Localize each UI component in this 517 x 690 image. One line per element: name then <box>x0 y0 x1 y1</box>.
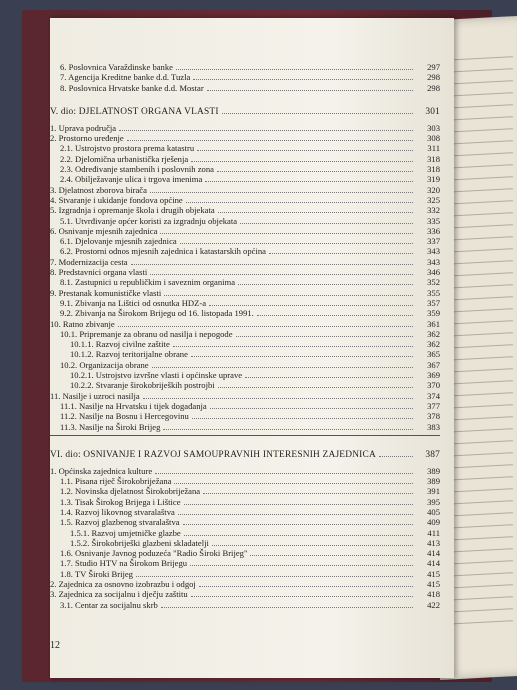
facing-page-line <box>450 572 513 576</box>
toc-entry-label: 5.1. Utvrđivanje općer koristi za izgradnju objekata <box>60 215 238 226</box>
toc-entry-page: 318 <box>427 153 440 164</box>
toc-entry-page: 370 <box>427 380 440 391</box>
toc-entry <box>50 174 440 184</box>
toc-entry <box>50 277 440 287</box>
toc-entry-label: 1.3. Tisak Širokog Brijega i Lištice <box>60 496 181 507</box>
toc-entry-label: 8. Poslovnica Hrvatske banke d.d. Mostar <box>60 82 204 93</box>
facing-page-line <box>450 248 513 252</box>
dot-leader <box>205 174 413 182</box>
toc-entry-label: 3. Djelatnost zborova birača <box>50 184 147 195</box>
facing-page-line <box>450 584 513 588</box>
toc-entry-page: 374 <box>427 390 440 401</box>
toc-entry-label: 1.5.1. Razvoj umjetničke glazbe <box>70 527 181 538</box>
section-divider <box>50 435 440 436</box>
dot-leader <box>379 448 413 457</box>
dot-leader <box>210 401 413 409</box>
toc-entry-label: 4. Stvaranje i ukidanje fondova općine <box>50 194 183 205</box>
top-entries <box>50 62 440 93</box>
dot-leader <box>193 72 413 80</box>
dot-leader <box>191 154 413 162</box>
toc-entry <box>50 123 440 133</box>
facing-page-line <box>450 428 513 432</box>
toc-entry-page: 383 <box>427 421 440 432</box>
toc-entry <box>50 288 440 298</box>
facing-page-line <box>450 392 513 396</box>
toc-entry-label: 6. Osnivanje mjesnih zajednica <box>50 225 158 236</box>
toc-entry-page: 391 <box>427 486 440 497</box>
toc-entry-page: 369 <box>427 370 440 381</box>
toc-entry <box>50 246 440 256</box>
facing-page-line <box>450 128 513 132</box>
part-5-heading <box>50 105 440 117</box>
toc-entry <box>50 360 440 370</box>
toc-entry-label: 2.3. Određivanje stambenih i poslovnih zona <box>60 164 214 175</box>
dot-leader <box>218 205 413 213</box>
toc-entry-page: 303 <box>427 122 440 133</box>
toc-entry-page: 335 <box>427 215 440 226</box>
toc-entry-label: 1.5. Razvoj glazbenog stvaralaštva <box>60 517 180 528</box>
toc-entry <box>50 476 440 486</box>
dot-leader <box>191 349 413 357</box>
toc-entry <box>50 600 440 610</box>
facing-page-line <box>450 368 513 372</box>
facing-page-line <box>450 68 513 72</box>
facing-page-line <box>450 188 513 192</box>
toc-entry-label: 1.8. TV Široki Brijeg <box>60 568 133 579</box>
table-of-contents <box>50 62 440 610</box>
toc-entry-page: 361 <box>427 318 440 329</box>
toc-entry-label: 3. Zajednica za socijalnu i dječju zaštitu <box>50 589 188 600</box>
toc-entry <box>50 528 440 538</box>
toc-entry-label: 5. Izgradnja i opremanje škola i drugih objekata <box>50 205 215 216</box>
toc-entry-page: 414 <box>427 548 440 559</box>
dot-leader <box>183 517 413 525</box>
toc-entry-page: 409 <box>427 517 440 528</box>
facing-page-line <box>450 272 513 276</box>
dot-leader <box>222 105 413 114</box>
toc-entry-label: 1.7. Studio HTV na Širokom Brijegu <box>60 558 188 569</box>
toc-entry-label: 10.2. Organizacija obrane <box>60 359 149 370</box>
facing-page-line <box>450 260 513 264</box>
toc-entry-page: 336 <box>427 225 440 236</box>
toc-entry-label: 9.1. Zbivanja na Lištici od osnutka HDZ-a <box>60 297 207 308</box>
toc-entry-label: 10.2.2. Stvaranje širokobrijeških postrojbi <box>70 380 215 391</box>
toc-entry <box>50 339 440 349</box>
facing-page-line <box>450 284 513 288</box>
dot-leader <box>240 216 413 224</box>
toc-entry-label: 10.2.1. Ustrojstvo izvršne vlasti i općinske uprave <box>70 370 243 381</box>
dot-leader <box>152 360 413 368</box>
facing-page-line <box>450 356 513 360</box>
toc-entry <box>50 411 440 421</box>
part-6-page: 387 <box>425 449 440 460</box>
facing-page-line <box>450 56 513 60</box>
facing-page-line <box>450 236 513 240</box>
toc-entry <box>50 226 440 236</box>
toc-entry-label: 1.1. Pisana riječ Širokobriježana <box>60 476 172 487</box>
toc-entry <box>50 558 440 568</box>
part-6-entries <box>50 466 440 610</box>
facing-page-line <box>450 512 513 516</box>
toc-entry <box>50 164 440 174</box>
toc-entry-label: 10.1. Pripremanje za obranu od nasilja i nepogode <box>60 328 233 339</box>
facing-page-line <box>450 464 513 468</box>
toc-entry-label: 1.6. Osnivanje Javnog poduzeća "Radio Široki Brijeg" <box>60 548 248 559</box>
toc-entry-label: 1. Općinska zajednica kulture <box>50 465 153 476</box>
page-number: 12 <box>50 640 60 651</box>
toc-entry-page: 320 <box>427 184 440 195</box>
toc-entry-page: 367 <box>427 359 440 370</box>
facing-page-line <box>450 500 513 504</box>
facing-page-line <box>450 92 513 96</box>
dot-leader <box>143 391 413 399</box>
facing-page-line <box>450 416 513 420</box>
dot-leader <box>184 497 413 505</box>
toc-entry-page: 414 <box>427 558 440 569</box>
toc-entry <box>50 308 440 318</box>
toc-entry-page: 411 <box>427 527 440 538</box>
dot-leader <box>176 62 413 70</box>
toc-entry-page: 308 <box>427 133 440 144</box>
facing-page-line <box>450 440 513 444</box>
facing-page-line <box>450 176 513 180</box>
toc-entry-page: 362 <box>427 328 440 339</box>
toc-entry-label: 8. Predstavnici organa vlasti <box>50 267 148 278</box>
toc-entry <box>50 185 440 195</box>
toc-entry <box>50 507 440 517</box>
toc-entry <box>50 195 440 205</box>
toc-entry-page: 298 <box>427 72 440 83</box>
toc-entry-page: 422 <box>427 599 440 610</box>
toc-entry-page: 389 <box>427 465 440 476</box>
dot-leader <box>161 600 413 608</box>
toc-entry <box>50 466 440 476</box>
toc-entry <box>50 391 440 401</box>
dot-leader <box>212 538 413 546</box>
facing-page-line <box>450 164 513 168</box>
toc-entry <box>50 298 440 308</box>
dot-leader <box>119 123 413 131</box>
dot-leader <box>174 476 413 484</box>
facing-page-line <box>450 524 513 528</box>
toc-entry-label: 9. Prestanak komunističke vlasti <box>50 287 162 298</box>
dot-leader <box>150 185 413 193</box>
dot-leader <box>118 319 413 327</box>
toc-entry-label: 1.4. Razvoj likovnog stvaralaštva <box>60 506 175 517</box>
toc-entry-page: 346 <box>427 267 440 278</box>
facing-page-line <box>450 116 513 120</box>
dot-leader <box>191 589 413 597</box>
dot-leader <box>150 267 413 275</box>
toc-entry-page: 395 <box>427 496 440 507</box>
facing-page-line <box>450 212 513 216</box>
toc-entry-label: 1. Uprava područja <box>50 122 117 133</box>
facing-page-line <box>450 452 513 456</box>
toc-entry-page: 343 <box>427 246 440 257</box>
dot-leader <box>238 277 413 285</box>
toc-entry <box>50 72 440 82</box>
toc-entry-page: 298 <box>427 82 440 93</box>
toc-entry-page: 362 <box>427 339 440 350</box>
dot-leader <box>155 466 413 474</box>
toc-entry <box>50 497 440 507</box>
toc-entry-page: 337 <box>427 236 440 247</box>
dot-leader <box>160 226 413 234</box>
toc-entry-page: 389 <box>427 476 440 487</box>
facing-page-line <box>450 476 513 480</box>
toc-entry <box>50 548 440 558</box>
toc-entry-page: 332 <box>427 205 440 216</box>
dot-leader <box>197 143 413 151</box>
toc-entry-label: 11.1. Nasilje na Hrvatsku i tijek događanja <box>60 400 207 411</box>
dot-leader <box>245 370 413 378</box>
toc-entry-label: 1.2. Novinska djelatnost Širokobriježana <box>60 486 201 497</box>
dot-leader <box>178 507 413 515</box>
toc-entry-label: 10.1.2. Razvoj teritorijalne obrane <box>70 349 188 360</box>
toc-entry-page: 357 <box>427 297 440 308</box>
toc-entry-label: 2. Prostorno uređenje <box>50 133 124 144</box>
toc-entry-page: 378 <box>427 411 440 422</box>
toc-entry <box>50 517 440 527</box>
dot-leader <box>163 422 413 430</box>
toc-entry-label: 7. Modernizacija cesta <box>50 256 128 267</box>
toc-entry <box>50 422 440 432</box>
toc-entry-label: 1.5.2. Širokobriješki glazbeni skladatelji <box>70 537 209 548</box>
facing-page-line <box>450 344 513 348</box>
toc-entry <box>50 154 440 164</box>
facing-page-line <box>450 332 513 336</box>
facing-page-line <box>450 308 513 312</box>
toc-entry-page: 359 <box>427 308 440 319</box>
toc-entry-label: 2.2. Djelomična urbanistička rješenja <box>60 153 189 164</box>
toc-entry-label: 8.1. Zastupnici u republičkim i saveznim organima <box>60 277 236 288</box>
toc-entry <box>50 569 440 579</box>
toc-entry <box>50 329 440 339</box>
dot-leader <box>127 133 413 141</box>
facing-page-line <box>450 152 513 156</box>
dot-leader <box>217 164 413 172</box>
toc-entry-page: 325 <box>427 194 440 205</box>
toc-entry <box>50 267 440 277</box>
toc-entry-label: 6.2. Prostorni odnos mjesnih zajednica i katastarskih općina <box>60 246 266 257</box>
toc-entry-label: 11.3. Nasilje na Široki Brijeg <box>60 421 161 432</box>
dot-leader <box>199 579 413 587</box>
toc-entry-label: 6. Poslovnica Varaždinske banke <box>60 62 173 72</box>
toc-entry <box>50 538 440 548</box>
dot-leader <box>186 195 413 203</box>
facing-page-line <box>450 140 513 144</box>
toc-entry-label: 11.2. Nasilje na Bosnu i Hercegovinu <box>60 411 189 422</box>
toc-entry-page: 405 <box>427 506 440 517</box>
toc-entry-page: 413 <box>427 537 440 548</box>
toc-entry-label: 2.4. Obilježavanje ulica i trgova imenima <box>60 174 203 185</box>
dot-leader <box>190 558 413 566</box>
facing-page-line <box>450 380 513 384</box>
toc-entry-page: 415 <box>427 568 440 579</box>
toc-entry <box>50 589 440 599</box>
facing-page-line <box>450 296 513 300</box>
dot-leader <box>173 339 413 347</box>
toc-entry-label: 11. Nasilje i uzroci nasilja <box>50 390 140 401</box>
toc-entry <box>50 370 440 380</box>
facing-page-line <box>450 548 513 552</box>
toc-entry-page: 311 <box>427 143 440 154</box>
dot-leader <box>250 548 413 556</box>
toc-entry-label: 6.1. Djelovanje mjesnih zajednica <box>60 236 177 247</box>
toc-entry-page: 343 <box>427 256 440 267</box>
facing-page-line <box>450 488 513 492</box>
facing-page-line <box>450 404 513 408</box>
toc-entry-page: 415 <box>427 579 440 590</box>
dot-leader <box>207 83 413 91</box>
facing-page-line <box>450 80 513 84</box>
toc-entry <box>50 236 440 246</box>
dot-leader <box>136 569 413 577</box>
toc-entry-label: 10.1.1. Razvoj civilne zaštite <box>70 339 170 350</box>
facing-page-line <box>450 320 513 324</box>
toc-entry-page: 355 <box>427 287 440 298</box>
part-6-heading <box>50 448 440 460</box>
dot-leader <box>192 411 413 419</box>
toc-entry <box>50 380 440 390</box>
dot-leader <box>218 380 413 388</box>
toc-entry <box>50 349 440 359</box>
facing-page-line <box>450 596 513 600</box>
toc-entry-page: 352 <box>427 277 440 288</box>
dot-leader <box>184 528 413 536</box>
dot-leader <box>209 298 413 306</box>
toc-entry-label: 2.1. Ustrojstvo prostora prema katastru <box>60 143 195 154</box>
facing-page-line <box>450 104 513 108</box>
toc-entry-label: 2. Zajednica za osnovno izobrazbu i odgoj <box>50 579 196 590</box>
toc-entry <box>50 216 440 226</box>
part-5-page: 301 <box>425 106 440 117</box>
facing-page-line <box>450 224 513 228</box>
facing-page-line <box>450 560 513 564</box>
dot-leader <box>269 246 413 254</box>
toc-entry <box>50 205 440 215</box>
toc-entry-page: 377 <box>427 400 440 411</box>
toc-entry <box>50 319 440 329</box>
toc-entry-page: 319 <box>427 174 440 185</box>
toc-entry-page: 318 <box>427 164 440 175</box>
toc-entry <box>50 133 440 143</box>
dot-leader <box>131 257 413 265</box>
toc-entry-page: 297 <box>427 62 440 72</box>
dot-leader <box>180 236 413 244</box>
facing-page-line <box>450 608 513 612</box>
dot-leader <box>236 329 413 337</box>
toc-entry-page: 418 <box>427 589 440 600</box>
dot-leader <box>257 308 413 316</box>
facing-page-line <box>450 536 513 540</box>
toc-entry <box>50 143 440 153</box>
facing-page-line <box>450 620 513 624</box>
dot-leader <box>203 486 413 494</box>
toc-entry <box>50 579 440 589</box>
part-6-title: VI. dio: OSNIVANJE I RAZVOJ SAMOUPRAVNIH INTERESNIH ZAJEDNICA <box>50 449 376 460</box>
toc-entry-label: 3.1. Centar za socijalnu skrb <box>60 599 158 610</box>
part-5-entries <box>50 123 440 432</box>
toc-entry-page: 365 <box>427 349 440 360</box>
toc-entry <box>50 83 440 93</box>
toc-entry-label: 7. Agencija Kreditne banke d.d. Tuzla <box>60 72 191 83</box>
toc-entry-label: 9.2. Zbivanja na Širokom Brijegu od 16. listopada 1991. <box>60 308 254 319</box>
toc-entry <box>50 257 440 267</box>
toc-entry <box>50 62 440 72</box>
toc-entry <box>50 486 440 496</box>
toc-entry-label: 10. Ratno zbivanje <box>50 318 115 329</box>
dot-leader <box>164 288 413 296</box>
toc-entry <box>50 401 440 411</box>
part-5-title: V. dio: DJELATNOST ORGANA VLASTI <box>50 106 219 117</box>
facing-page-line <box>450 200 513 204</box>
